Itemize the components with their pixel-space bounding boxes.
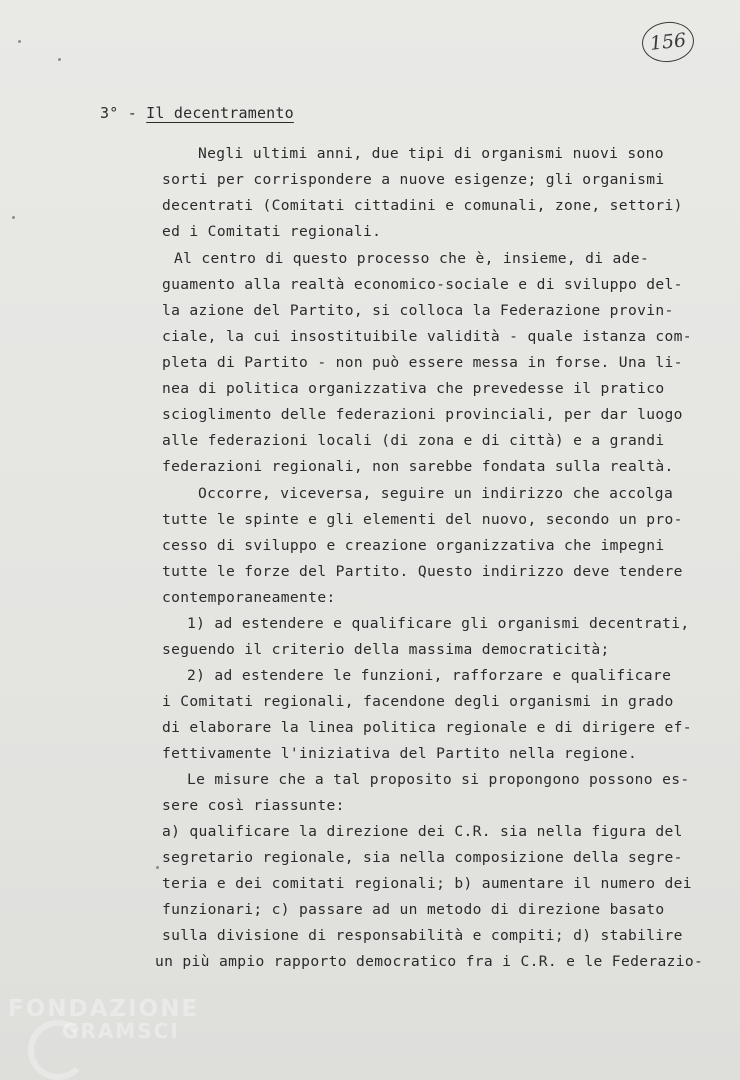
text-line: segretario regionale, sia nella composizione della segre- bbox=[162, 849, 683, 866]
text-line: di elaborare la linea politica regionale e di dirigere ef- bbox=[162, 719, 692, 736]
text-line: sere così riassunte: bbox=[162, 797, 345, 814]
text-line: Le misure che a tal proposito si propongono possono es- bbox=[187, 771, 690, 788]
text-line: ciale, la cui insostituibile validità - quale istanza com- bbox=[162, 328, 692, 345]
text-line: teria e dei comitati regionali; b) aumentare il numero dei bbox=[162, 875, 692, 892]
text-line: ed i Comitati regionali. bbox=[162, 223, 382, 240]
text-line: scioglimento delle federazioni provinciali, per dar luogo bbox=[162, 406, 683, 423]
text-line: alle federazioni locali (di zona e di città) e a grandi bbox=[162, 432, 665, 449]
text-line: pleta di Partito - non può essere messa in forse. Una li- bbox=[162, 354, 683, 371]
text-line: a) qualificare la direzione dei C.R. sia nella figura del bbox=[162, 823, 683, 840]
section-title: Il decentramento bbox=[146, 104, 294, 122]
text-line: fettivamente l'iniziativa del Partito nella regione. bbox=[162, 745, 638, 762]
paper-speck bbox=[12, 216, 15, 219]
text-line: tutte le spinte e gli elementi del nuovo, secondo un pro- bbox=[162, 511, 683, 528]
watermark-line-2: GRAMSCI bbox=[62, 1019, 180, 1043]
text-line: nea di politica organizzativa che prevedesse il pratico bbox=[162, 380, 665, 397]
text-line: la azione del Partito, si colloca la Federazione provin- bbox=[162, 302, 674, 319]
text-line: un più ampio rapporto democratico fra i C.R. e le Federazio- bbox=[155, 953, 704, 970]
watermark bbox=[8, 998, 199, 1042]
section-heading bbox=[100, 104, 294, 122]
paper-speck bbox=[18, 40, 21, 43]
text-line: sulla divisione di responsabilità e compiti; d) stabilire bbox=[162, 927, 683, 944]
text-line: federazioni regionali, non sarebbe fondata sulla realtà. bbox=[162, 458, 674, 475]
text-line: decentrati (Comitati cittadini e comunali, zone, settori) bbox=[162, 197, 683, 214]
text-line: 1) ad estendere e qualificare gli organismi decentrati, bbox=[187, 615, 690, 632]
text-line: contemporaneamente: bbox=[162, 589, 336, 606]
text-line: funzionari; c) passare ad un metodo di direzione basato bbox=[162, 901, 665, 918]
text-line: Occorre, viceversa, seguire un indirizzo che accolga bbox=[198, 485, 674, 502]
text-line: tutte le forze del Partito. Questo indirizzo deve tendere bbox=[162, 563, 683, 580]
text-line: sorti per corrispondere a nuove esigenze; gli organismi bbox=[162, 171, 665, 188]
text-line: guamento alla realtà economico-sociale e di sviluppo del- bbox=[162, 276, 683, 293]
text-line: 2) ad estendere le funzioni, rafforzare e qualificare bbox=[187, 667, 672, 684]
page-number-stamp: 156 bbox=[640, 19, 696, 64]
watermark-line-1: FONDAZIONE bbox=[8, 996, 200, 1022]
text-line: cesso di sviluppo e creazione organizzativa che impegni bbox=[162, 537, 665, 554]
text-line: seguendo il criterio della massima democraticità; bbox=[162, 641, 610, 658]
paper-speck bbox=[156, 866, 159, 869]
text-line: Al centro di questo processo che è, insieme, di ade- bbox=[174, 250, 650, 267]
text-line: Negli ultimi anni, due tipi di organismi nuovi sono bbox=[198, 145, 664, 162]
paper-speck bbox=[58, 58, 61, 61]
text-line: i Comitati regionali, facendone degli organismi in grado bbox=[162, 693, 674, 710]
section-number: 3° - bbox=[100, 104, 137, 122]
